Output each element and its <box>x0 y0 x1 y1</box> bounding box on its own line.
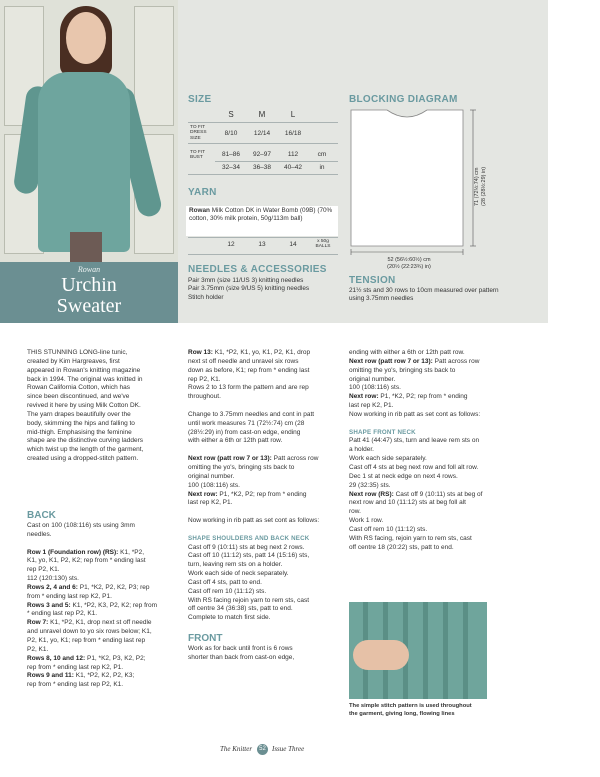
line-text: SHAPE FRONT NECK <box>349 428 416 436</box>
instruction-line <box>188 605 348 614</box>
instruction-line <box>188 464 348 473</box>
line-text: rep P2, K1. <box>27 566 60 574</box>
bust-cm-l: 112 <box>287 151 299 158</box>
yarn-heading: YARN <box>188 187 217 198</box>
table-rule <box>188 254 338 255</box>
instruction-line <box>188 376 348 385</box>
instruction-line <box>349 376 504 385</box>
instruction-line <box>349 544 504 553</box>
instruction-line <box>188 561 348 570</box>
line-text: 100 (108:116) sts. <box>349 384 401 392</box>
height-dimension-in: (28 (28½:29) in) <box>481 166 487 206</box>
line-text: and unravel down to yo six rows below; K1, <box>27 628 152 636</box>
line-text: P1, *K2, P2, K2, P3; rep <box>77 583 150 591</box>
bust-in-m: 36–38 <box>252 164 272 171</box>
spacer <box>349 420 504 429</box>
instruction-line <box>349 437 504 446</box>
instruction-line <box>27 655 187 664</box>
row-label: Rows 9 and 11: <box>27 672 74 680</box>
line-text: last rep K2, P1. <box>188 499 233 507</box>
line-text: Work 1 row. <box>349 517 384 525</box>
instruction-line <box>188 544 348 553</box>
intro-line: mid-thigh. Emphasising the feminine <box>27 428 132 436</box>
blocking-heading: BLOCKING DIAGRAM <box>349 94 458 105</box>
instruction-line <box>27 681 187 690</box>
line-text: (28½:29) in) from cast-on edge, ending <box>188 428 301 436</box>
line-text: Cast off rem 10 (11:12) sts. <box>188 587 267 595</box>
line-text: Patt 41 (44:47) sts, turn and leave rem sts on <box>349 437 480 445</box>
instruction-line <box>349 473 504 482</box>
column-2 <box>188 349 348 663</box>
pattern-title-line-1: Urchin <box>61 274 117 296</box>
table-rule <box>215 161 338 162</box>
instruction-line <box>188 579 348 588</box>
line-text: With RS facing, rejoin yarn to rem sts, cast <box>349 534 472 542</box>
intro-line: THIS STUNNING LONG-line tunic, <box>27 349 128 356</box>
row-label: Next row (patt row 7 or 13): <box>349 357 433 365</box>
page-number: 52 <box>257 744 268 755</box>
line-text: rep from * ending last rep P2, K1. <box>27 681 124 689</box>
dress-size-l: 16/18 <box>284 130 302 137</box>
row-label: Rows 8, 10 and 12: <box>27 654 86 662</box>
intro-line: created by Kim Hargreaves, first <box>27 357 120 365</box>
line-text: off centre 34 (36:38) sts, patt to end. <box>188 605 293 613</box>
line-text: FRONT <box>188 633 223 644</box>
line-text: throughout. <box>188 393 221 401</box>
instruction-line <box>349 402 504 411</box>
spacer <box>188 446 348 455</box>
row-label: Next row: <box>188 490 218 498</box>
instruction-line <box>349 411 504 420</box>
line-text: 100 (108:116) sts. <box>188 481 240 489</box>
line-text: Cast off 9 (10:11) sts at beg next 2 rows. <box>188 543 305 551</box>
line-text: Cast off 9 (10:11) sts at beg of <box>393 490 483 498</box>
size-col-m: M <box>258 110 266 119</box>
bust-in-l: 40–42 <box>283 164 303 171</box>
instruction-line <box>27 637 187 646</box>
table-rule <box>188 143 338 144</box>
row-label: Rows 3 and 5: <box>27 601 71 609</box>
line-text: Cast off rem 10 (11:12) sts. <box>349 525 428 533</box>
intro-line: since been discontinued, and we've <box>27 393 130 401</box>
line-text: off centre 18 (20:22) sts, patt to end. <box>349 543 454 551</box>
line-text: shorter than back from cast-on edge, <box>188 653 295 661</box>
line-text: omitting the yo's, bringing sts back to <box>349 366 456 374</box>
instruction-line <box>27 522 187 531</box>
row-label: Next row (patt row 7 or 13): <box>188 455 272 463</box>
spacer <box>188 402 348 411</box>
section-heading <box>188 632 348 645</box>
table-rule <box>188 237 338 238</box>
instruction-line <box>27 557 187 566</box>
instruction-line <box>188 429 348 438</box>
row-label: Row 13: <box>188 349 213 356</box>
size-col-s: S <box>228 110 234 119</box>
intro-line: revived it here by using Milk Cotton DK. <box>27 402 141 410</box>
needle-line: Pair 3.75mm (size 9/US 5) knitting needles <box>188 285 310 293</box>
instruction-line <box>349 508 504 517</box>
instruction-line <box>349 384 504 393</box>
line-text: K1, *P2, <box>118 548 145 556</box>
instruction-line <box>349 455 504 464</box>
line-text: 112 (120:130) sts. <box>27 575 79 583</box>
dress-size-s: 8/10 <box>224 130 238 137</box>
instruction-line <box>349 358 504 367</box>
line-text: Work as for back until front is 6 rows <box>188 645 293 652</box>
bust-in-s: 32–34 <box>221 164 241 171</box>
tension-heading: TENSION <box>349 275 396 286</box>
line-text: from * ending last rep K2, P1. <box>27 592 112 600</box>
column-3 <box>349 349 504 552</box>
instruction-line <box>188 588 348 597</box>
intro-line: shape are the distinctive curving ladders <box>27 437 143 445</box>
instruction-line <box>27 549 187 558</box>
instruction-line <box>188 349 348 358</box>
line-text: P1, *K2, P2; rep from * ending <box>217 490 307 498</box>
size-row-label-bust: TO FIT BUST <box>190 150 206 161</box>
line-text: K1, yo, K1, P2, K2; rep from * ending last <box>27 557 146 565</box>
line-text: BACK <box>27 510 56 521</box>
line-text: P1, *K2, P2; rep from * ending <box>378 393 468 401</box>
size-col-l: L <box>290 110 296 119</box>
pattern-title-line-2: Sweater <box>56 295 122 317</box>
instruction-line <box>27 575 187 584</box>
yarn-unit: x 50g BALLS <box>315 239 331 250</box>
instruction-line <box>349 491 504 500</box>
line-text: original number. <box>188 472 235 480</box>
stitch-detail-photo <box>349 602 487 699</box>
line-text: * ending last rep P2, K1. <box>27 610 98 618</box>
instruction-line <box>188 614 348 623</box>
line-text: 29 (32:35) sts. <box>349 481 391 489</box>
instruction-line <box>349 499 504 508</box>
instruction-line <box>188 552 348 561</box>
yarn-qty-m: 13 <box>258 241 266 248</box>
brand-label: Rowan <box>77 265 101 274</box>
line-text: until work measures 71 (72½:74) cm (28 <box>188 419 305 427</box>
needles-heading: NEEDLES & ACCESSORIES <box>188 264 327 275</box>
line-text: Change to 3.75mm needles and cont in patt <box>188 410 315 418</box>
column-1 <box>27 509 187 690</box>
line-text: P2, K1, yo, K1; rep from * ending last rep <box>27 636 146 644</box>
instruction-line <box>27 619 187 628</box>
instruction-line <box>27 628 187 637</box>
instruction-line <box>349 446 504 455</box>
photo-caption: The simple stitch pattern is used throughout the garment, giving long, flowing lines <box>349 703 472 717</box>
instruction-line <box>188 645 348 654</box>
line-text: K1, *P2, K2, P2, K3; <box>73 672 135 680</box>
line-text: original number. <box>349 375 396 383</box>
line-text: Dec 1 st at neck edge on next 4 rows. <box>349 472 458 480</box>
page-footer <box>220 744 380 756</box>
line-text: Now working in rib patt as set cont as follows: <box>349 410 481 418</box>
instruction-line <box>188 411 348 420</box>
instruction-line <box>188 570 348 579</box>
instruction-line <box>188 597 348 606</box>
row-label: Row 1 (Foundation row) (RS): <box>27 548 119 556</box>
line-text: omitting the yo's, bringing sts back to <box>188 463 295 471</box>
line-text: row. <box>349 508 361 516</box>
instruction-line <box>188 455 348 464</box>
needle-line: Pair 3mm (size 11/US 3) knitting needles <box>188 277 304 284</box>
intro-line: appeared in Rowan's knitting magazine <box>27 366 141 374</box>
line-text: turn, leaving rem sts on a holder. <box>188 561 283 569</box>
instruction-line <box>188 393 348 402</box>
footer-magazine: The Knitter <box>220 745 253 753</box>
line-text: Patt across row <box>271 455 319 463</box>
instruction-line <box>349 535 504 544</box>
line-text: rep from * ending last rep K2, P1. <box>27 663 124 671</box>
instruction-line <box>188 358 348 367</box>
instruction-line <box>188 491 348 500</box>
intro-line: The yarn drapes beautifully over the <box>27 410 131 418</box>
line-text: P1, *K2, P3, K2, P2; <box>85 654 146 662</box>
subsection-heading <box>188 535 348 544</box>
instruction-line <box>188 367 348 376</box>
width-dimension: 52 (56½:60½) cm (20½ (22:23¾) in) <box>387 257 431 270</box>
bust-cm-m: 92–97 <box>252 151 272 158</box>
intro-line: body, skimming the hips and falling to <box>27 419 135 427</box>
line-text: Patt across row <box>432 357 480 365</box>
instruction-line <box>188 473 348 482</box>
instruction-line <box>349 349 504 358</box>
line-text: a holder. <box>349 446 374 454</box>
intro-line: back in 1994. The original was knitted in <box>27 375 143 383</box>
instruction-line <box>27 672 187 681</box>
instruction-line <box>27 602 187 611</box>
row-label: Rows 2, 4 and 6: <box>27 583 78 591</box>
line-text: Work each side separately. <box>349 455 427 463</box>
model-photo <box>0 0 178 262</box>
intro-line: which twist up the length of the garment, <box>27 446 144 454</box>
instruction-line <box>27 664 187 673</box>
tension-text: 21½ sts and 30 rows to 10cm measured over pattern using 3.75mm needles <box>349 287 499 303</box>
line-text: down as before, K1; rep from * ending last <box>188 366 310 374</box>
line-text: K1, *P2, K1, drop next st off needle <box>48 619 152 627</box>
instruction-line <box>349 367 504 376</box>
line-text: Cast on 100 (108:116) sts using 3mm <box>27 522 135 529</box>
intro-line: created using a dropped-stitch pattern. <box>27 455 139 463</box>
table-rule <box>188 174 338 175</box>
instruction-line <box>27 531 187 540</box>
line-text: with either a 6th or 12th patt row. <box>188 437 283 445</box>
instruction-line <box>188 437 348 446</box>
size-heading: SIZE <box>188 94 212 105</box>
line-text: rep P2, K1. <box>188 375 221 383</box>
intro-paragraph <box>27 349 187 464</box>
instruction-line <box>188 654 348 663</box>
size-row-label-dress: TO FIT DRESS SIZE <box>190 125 207 141</box>
row-label: Row 7: <box>27 619 49 627</box>
bust-unit-in: in <box>319 164 325 171</box>
spacer <box>188 526 348 535</box>
subsection-heading <box>349 429 504 438</box>
line-text: Cast off 4 sts at beg next row and foll alt row. <box>349 463 479 471</box>
line-text: needles. <box>27 530 52 538</box>
instruction-line <box>188 384 348 393</box>
line-text: With RS facing rejoin yarn to rem sts, cast <box>188 596 310 604</box>
line-text: Now working in rib patt as set cont as follows: <box>188 517 320 525</box>
instruction-line <box>27 593 187 602</box>
bust-unit-cm: cm <box>317 151 327 158</box>
instruction-line <box>188 499 348 508</box>
intro-line: Rowan California Cotton, which has <box>27 384 130 392</box>
line-text: Cast off 10 (11:12) sts, patt 14 (15:16) sts, <box>188 552 310 560</box>
instruction-line <box>349 464 504 473</box>
line-text: Complete to match first side. <box>188 614 271 622</box>
instruction-line <box>349 393 504 402</box>
line-text: K1, *P2, K1, yo, K1, P2, K1, drop <box>212 349 311 356</box>
instruction-line <box>27 646 187 655</box>
yarn-description: Rowan Milk Cotton DK in Water Bomb (09B) (70% cotton, 30% milk protein, 50g/113m ball) <box>189 207 333 222</box>
line-text: K1, *P2, K3, P2, K2; rep from <box>70 601 158 609</box>
instruction-line <box>188 482 348 491</box>
line-text: ending with either a 6th or 12th patt row. <box>349 349 465 356</box>
instruction-line <box>188 420 348 429</box>
line-text: last rep K2, P1. <box>349 402 394 410</box>
line-text: SHAPE SHOULDERS AND BACK NECK <box>188 534 310 542</box>
yarn-qty-s: 12 <box>227 241 235 248</box>
height-dimension-cm: 71 (72½:74) cm <box>474 167 480 206</box>
row-label: Next row (RS): <box>349 490 394 498</box>
needles-list <box>188 277 343 302</box>
spacer <box>188 508 348 517</box>
instruction-line <box>349 517 504 526</box>
footer-issue: Issue Three <box>272 745 305 753</box>
section-heading <box>27 509 187 522</box>
instruction-line <box>188 517 348 526</box>
instruction-line <box>349 526 504 535</box>
line-text: Rows 2 to 13 form the pattern and are rep <box>188 384 309 392</box>
spacer <box>27 540 187 549</box>
instruction-line <box>27 566 187 575</box>
row-label: Next row: <box>349 393 379 401</box>
yarn-qty-l: 14 <box>289 241 297 248</box>
line-text: Cast off 4 sts, patt to end. <box>188 578 262 586</box>
line-text: next st off needle and unravel six rows <box>188 357 299 365</box>
dress-size-m: 12/14 <box>253 130 271 137</box>
needle-line: Stitch holder <box>188 293 224 301</box>
line-text: P2, K1. <box>27 645 49 653</box>
line-text: Work each side of neck separately. <box>188 570 289 578</box>
line-text: next row and 10 (11:12) sts at beg foll alt <box>349 499 466 507</box>
instruction-line <box>27 610 187 619</box>
table-rule <box>188 122 338 123</box>
instruction-line <box>27 584 187 593</box>
bust-cm-s: 81–86 <box>221 151 241 158</box>
instruction-line <box>349 482 504 491</box>
spacer <box>188 623 348 632</box>
